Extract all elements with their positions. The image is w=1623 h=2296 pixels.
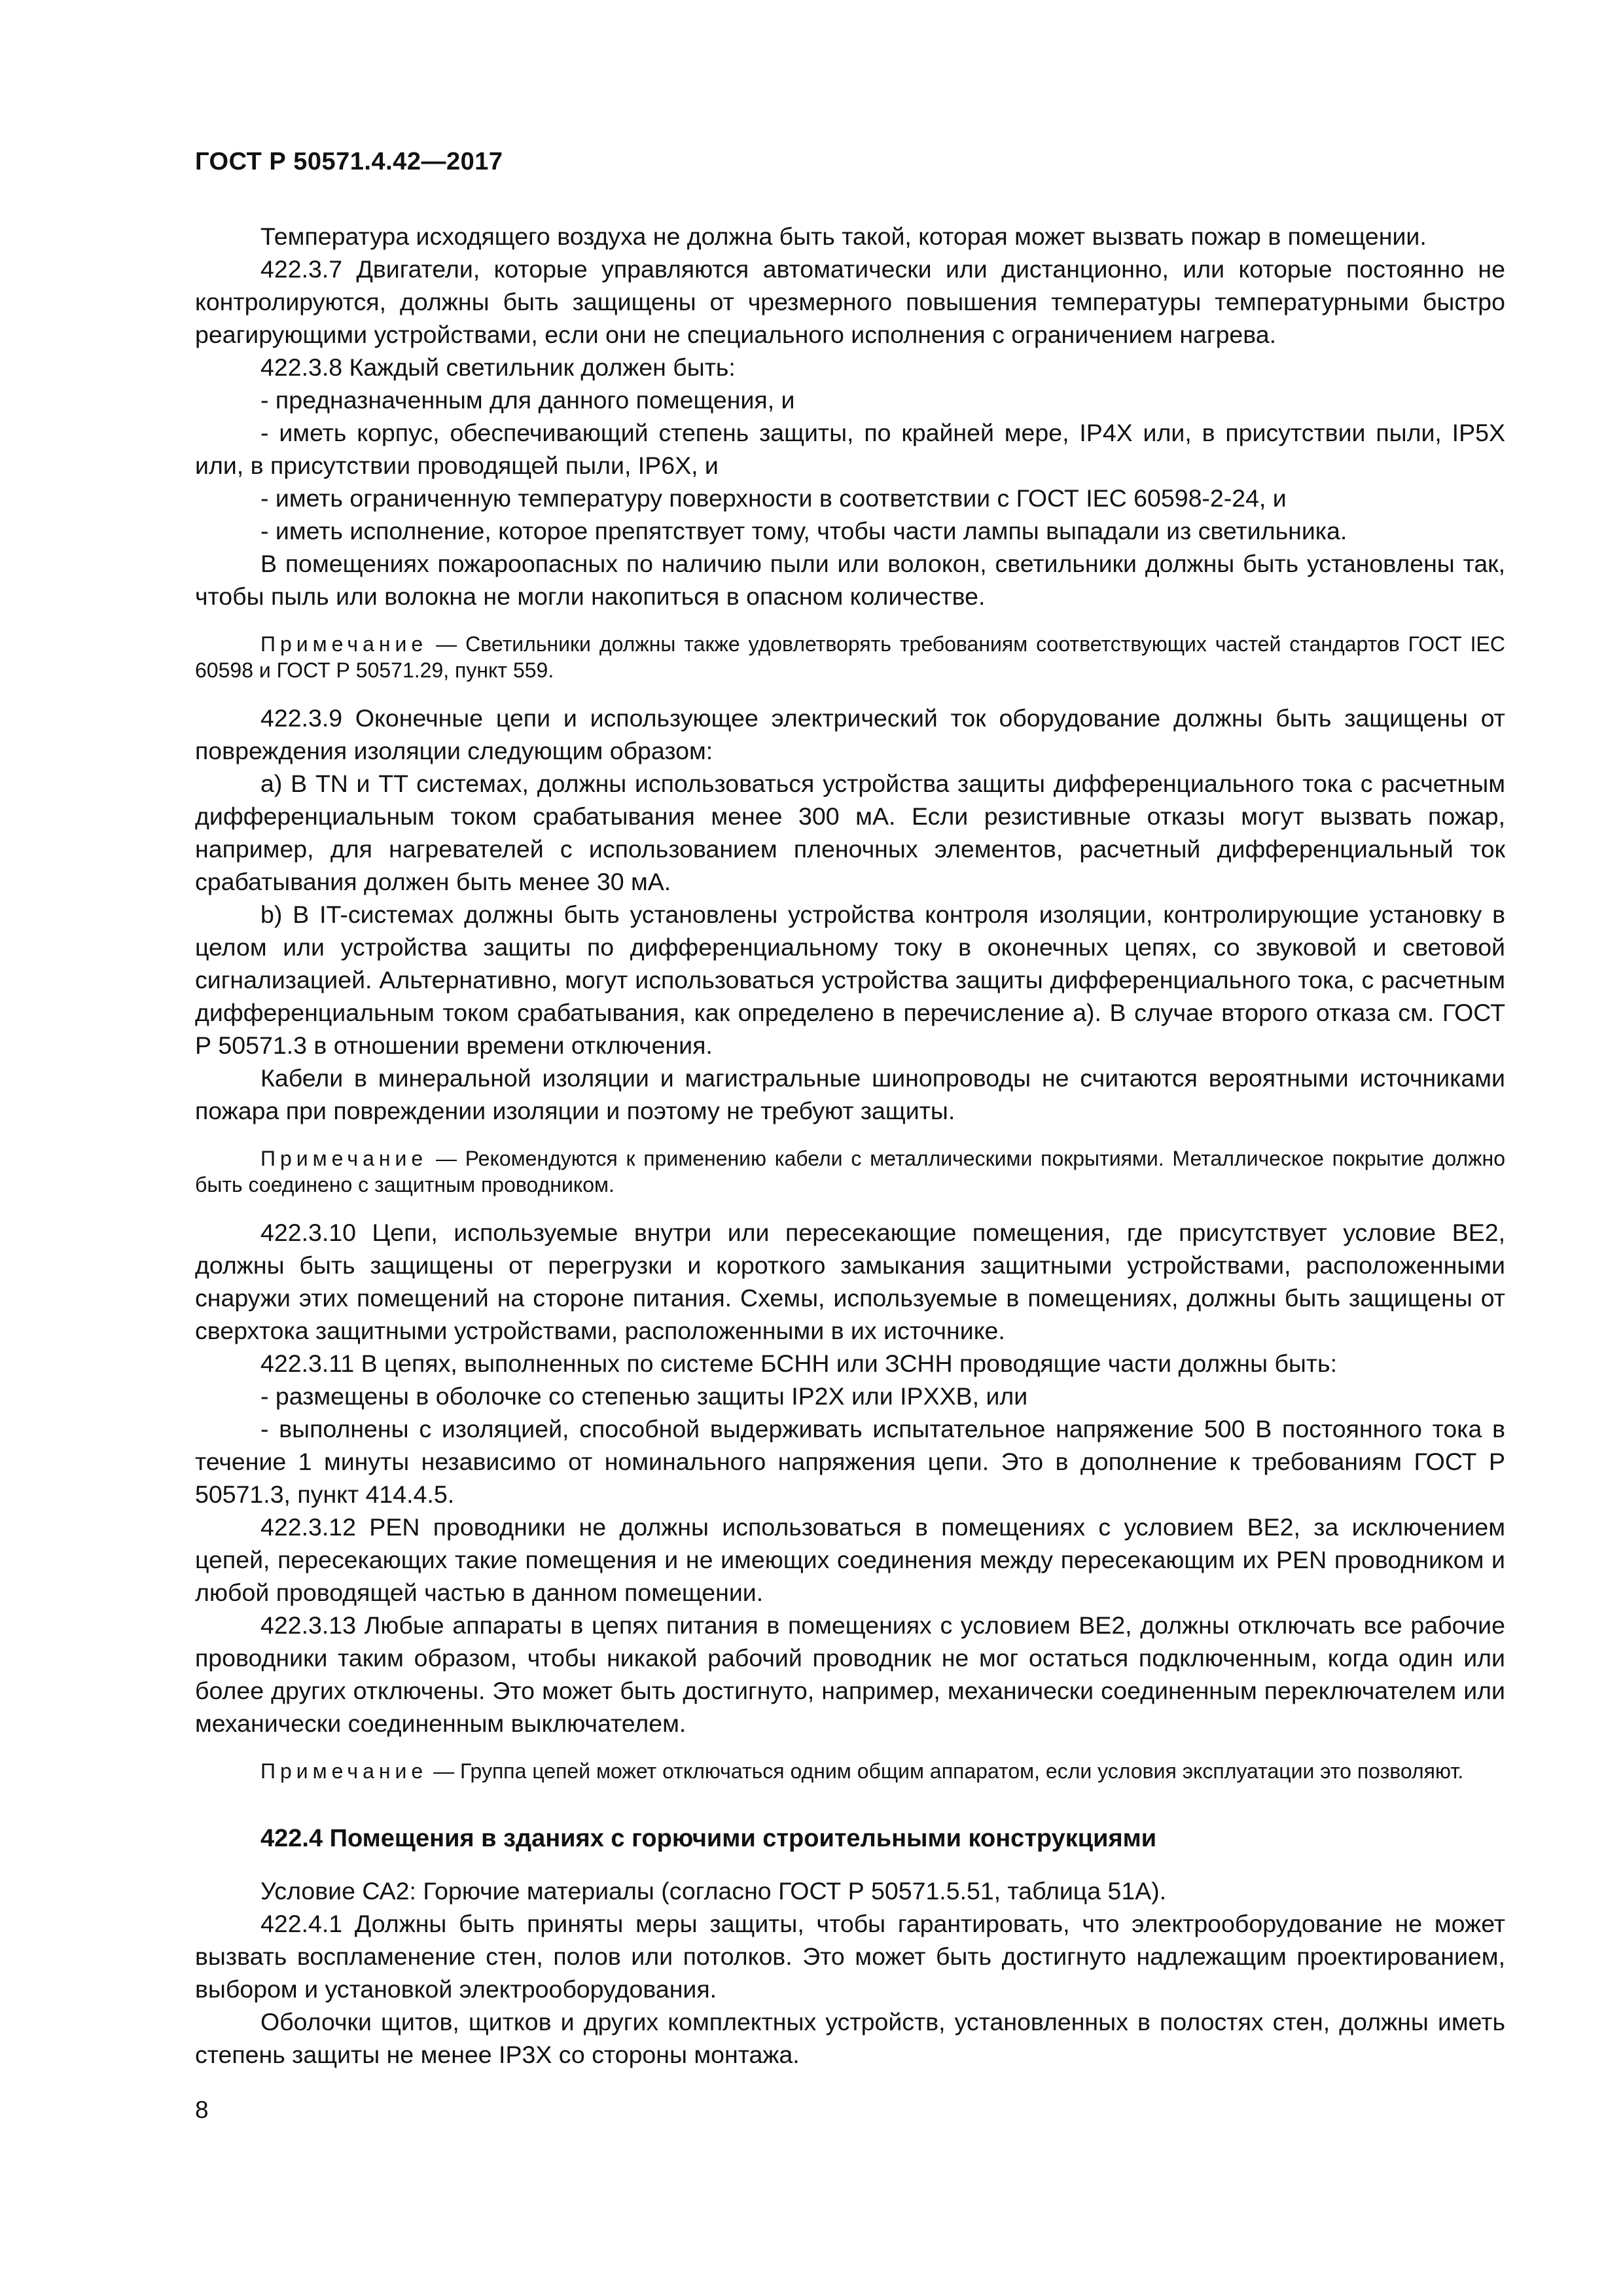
clause-422-3-12: 422.3.12 PEN проводники не должны использоваться в помещениях с условием BE2, за исключением цепей, пересекающих такие помещения и не имеющих соединения между пересекающим их PEN проводником и любой проводящей частью в данном помещении. [195,1513,1505,1606]
note-label: Примечание [260,1147,428,1170]
list-item: b) В IT-системах должны быть установлены устройства контроля изоляции, контролирующие установку в целом или устройства защиты по дифференциальному току в оконечных цепях, со звуковой и световой сигнализацией. Альтернативно, могут использоваться устройства защиты дифференциального тока, с расчетным дифференциальным током срабатывания, как определено в перечисление а). В случае второго отказа см. ГОСТ Р 50571.3 в отношении времени отключения. [195,901,1505,1059]
list-item: - предназначенным для данного помещения, и [260,386,795,414]
document-page [195,0,1505,2296]
note-block [195,1145,1505,1198]
note-text: — Светильники должны также удовлетворять требованиям соответствующих частей стандартов ГОСТ IEC 60598 и ГОСТ Р 50571.29, пункт 559. [195,632,1505,682]
paragraph: В помещениях пожароопасных по наличию пыли или волокон, светильники должны быть установлены так, чтобы пыль или волокна не могли накопиться в опасном количестве. [195,550,1505,610]
clause-422-3-11: 422.3.11 В цепях, выполненных по системе БСНН или ЗСНН проводящие части должны быть: [260,1350,1338,1377]
paragraph: Оболочки щитов, щитков и других комплектных устройств, установленных в полостях стен, должны иметь степень защиты не менее IP3X со стороны монтажа. [195,2008,1505,2068]
paragraph: Условие СА2: Горючие материалы (согласно ГОСТ Р 50571.5.51, таблица 51А). [260,1877,1167,1905]
note-label: Примечание [260,1759,428,1783]
list-item: a) В TN и TT системах, должны использоваться устройства защиты дифференциального тока с расчетным дифференциальным током срабатывания менее 300 мА. Если резистивные отказы могут вызвать пожар, например, для нагревателей с использованием пленочных элементов, расчетный дифференциальный ток срабатывания должен быть менее 30 мА. [195,770,1505,895]
paragraph: Кабели в минеральной изоляции и магистральные шинопроводы не считаются вероятными источниками пожара при повреждении изоляции и поэтому не требуют защиты. [195,1064,1505,1124]
clause-422-4-1: 422.4.1 Должны быть приняты меры защиты, чтобы гарантировать, что электрооборудование не может вызвать воспламенение стен, полов или потолков. Это может быть достигнуто надлежащим проектированием, выбором и установкой электрооборудования. [195,1910,1505,2003]
clause-422-3-9: 422.3.9 Оконечные цепи и использующее электрический ток оборудование должны быть защищены от повреждения изоляции следующим образом: [195,704,1505,764]
clause-422-3-7: 422.3.7 Двигатели, которые управляются автоматически или дистанционно, или которые постоянно не контролируются, должны быть защищены от чрезмерного повышения температуры температурными быстро реагирующими устройствами, если они не специального исполнения с ограничением нагрева. [195,255,1505,348]
list-item: - иметь корпус, обеспечивающий степень защиты, по крайней мере, IP4X или, в присутствии пыли, IP5X или, в присутствии проводящей пыли, IP6X, и [195,419,1505,479]
document-standard-id: ГОСТ Р 50571.4.42—2017 [195,148,503,175]
section-heading: 422.4 Помещения в зданиях с горючими строительными конструкциями [260,1825,1157,1852]
note-text: — Рекомендуются к применению кабели с металлическими покрытиями. Металлическое покрытие должно быть соединено с защитным проводником. [195,1147,1505,1196]
paragraph: Температура исходящего воздуха не должна быть такой, которая может вызвать пожар в помещении. [260,223,1427,250]
clause-422-3-10: 422.3.10 Цепи, используемые внутри или пересекающие помещения, где присутствует условие BE2, должны быть защищены от перегрузки и короткого замыкания защитными устройствами, расположенными снаружи этих помещений на стороне питания. Схемы, используемые в помещениях, должны быть защищены от сверхтока защитными устройствами, расположенными в их источнике. [195,1219,1505,1344]
note-label: Примечание [260,632,428,656]
list-item: - выполнены с изоляцией, способной выдерживать испытательное напряжение 500 В постоянного тока в течение 1 минуты независимо от номинального напряжения цепи. Это в дополнение к требованиям ГОСТ Р 50571.3, пункт 414.4.5. [195,1415,1505,1508]
note-block [195,1758,1505,1784]
note-text: — Группа цепей может отключаться одним общим аппаратом, если условия эксплуатации это позволяют. [427,1759,1464,1783]
clause-422-3-8: 422.3.8 Каждый светильник должен быть: [260,353,736,381]
list-item: - иметь ограниченную температуру поверхности в соответствии с ГОСТ IEC 60598-2-24, и [260,484,1287,512]
page-number: 8 [195,2096,209,2123]
list-item: - иметь исполнение, которое препятствует тому, чтобы части лампы выпадали из светильника. [260,517,1347,545]
document-body [195,220,1505,2071]
clause-422-3-13: 422.3.13 Любые аппараты в цепях питания в помещениях с условием BE2, должны отключать все рабочие проводники таким образом, чтобы никакой рабочий проводник не мог остаться подключенным, когда один или более других отключены. Это может быть достигнуто, например, механически соединенным переключателем или механически соединенным выключателем. [195,1611,1505,1737]
note-block [195,631,1505,683]
list-item: - размещены в оболочке со степенью защиты IP2X или IPXXB, или [260,1382,1028,1410]
